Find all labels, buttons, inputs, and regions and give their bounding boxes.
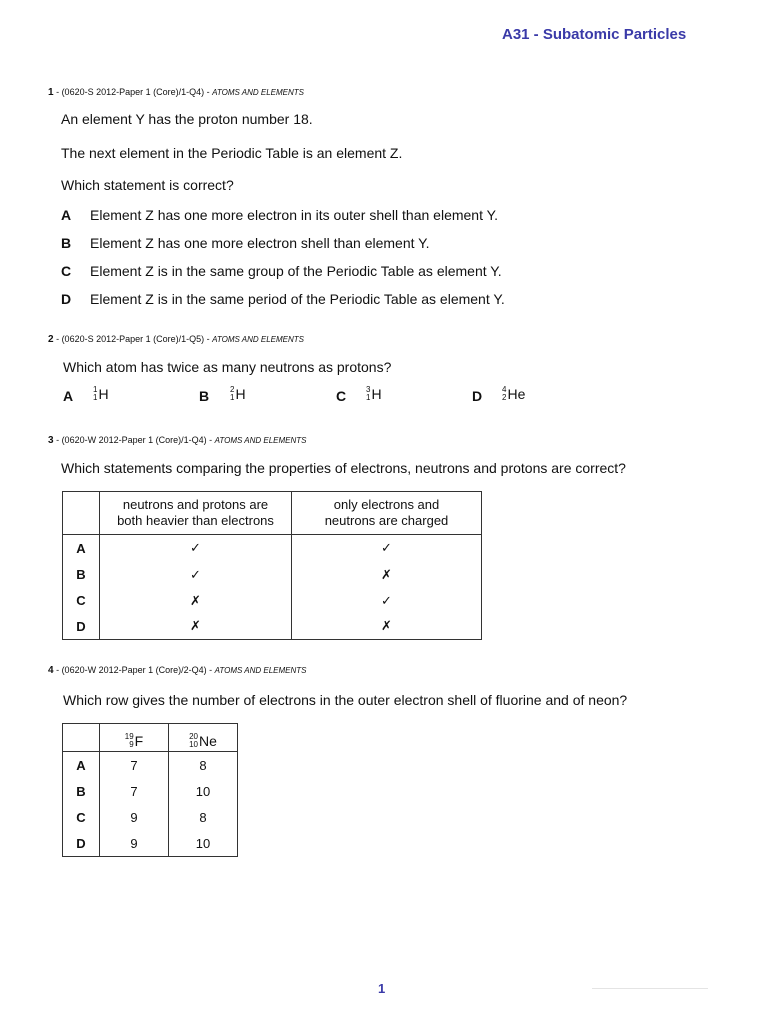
q1-option-b-text: Element Z has one more electron shell than element Y. [90, 235, 430, 251]
row-letter: D [63, 614, 100, 640]
question-topic: ATOMS AND ELEMENTS [214, 436, 307, 445]
table-corner-cell [63, 492, 100, 535]
q1-line-3: Which statement is correct? [61, 177, 234, 193]
table-cell: 10 [169, 831, 238, 857]
mass-number: 3 [366, 385, 371, 394]
row-letter: A [63, 752, 100, 779]
question-number: 2 [48, 334, 54, 345]
q2-option-b-letter: B [199, 388, 210, 404]
footer-divider [592, 988, 708, 989]
row-letter: C [63, 805, 100, 831]
check-mark-icon: ✓ [292, 588, 482, 614]
q2-option-d-letter: D [472, 388, 483, 404]
row-letter: D [63, 831, 100, 857]
q3-answer-table [62, 491, 482, 640]
atomic-number: 1 [366, 393, 371, 402]
q4-answer-table [62, 723, 238, 857]
q1-option-c-text: Element Z is in the same group of the Periodic Table as element Y. [90, 263, 502, 279]
check-mark-icon: ✓ [100, 562, 292, 588]
question-topic: ATOMS AND ELEMENTS [212, 335, 305, 344]
q1-option-d-letter: D [61, 291, 72, 307]
page-title: A31 - Subatomic Particles [502, 26, 687, 43]
q4-header-fluorine [100, 724, 169, 752]
atomic-number: 2 [502, 393, 507, 402]
mass-number: 20 [189, 731, 198, 741]
table-row [63, 535, 482, 562]
q2-option-a-letter: A [63, 388, 74, 404]
element-symbol: Ne [199, 732, 217, 749]
q2-option-a-isotope [93, 386, 109, 402]
cross-mark-icon: ✗ [100, 588, 292, 614]
table-cell: 8 [169, 752, 238, 779]
element-symbol: H [98, 386, 109, 402]
element-symbol: H [371, 386, 382, 402]
question-source: (0620-S 2012-Paper 1 (Core)/1-Q4) [61, 87, 205, 97]
table-row [63, 614, 482, 640]
q2-option-c-letter: C [336, 388, 347, 404]
question-4-header: 4 - (0620-W 2012-Paper 1 (Core)/2-Q4) - ATOMS AND ELEMENTS [48, 665, 307, 676]
question-number: 4 [48, 665, 54, 676]
q2-option-c-isotope [366, 386, 382, 402]
q1-option-a-letter: A [61, 207, 72, 223]
row-letter: C [63, 588, 100, 614]
element-symbol: H [235, 386, 246, 402]
mass-number: 1 [93, 385, 98, 394]
q1-line-1: An element Y has the proton number 18. [61, 111, 313, 127]
row-letter: B [63, 562, 100, 588]
q2-option-d-isotope [502, 386, 525, 402]
mass-number: 4 [502, 385, 507, 394]
check-mark-icon: ✓ [100, 535, 292, 562]
cross-mark-icon: ✗ [292, 562, 482, 588]
question-topic: ATOMS AND ELEMENTS [212, 88, 305, 97]
table-corner-cell [63, 724, 100, 752]
mass-number: 2 [230, 385, 235, 394]
question-topic: ATOMS AND ELEMENTS [214, 666, 307, 675]
element-symbol: F [134, 732, 144, 749]
table-row [63, 562, 482, 588]
table-row [63, 805, 238, 831]
cross-mark-icon: ✗ [100, 614, 292, 640]
cross-mark-icon: ✗ [292, 614, 482, 640]
question-2-header: 2 - (0620-S 2012-Paper 1 (Core)/1-Q5) - ATOMS AND ELEMENTS [48, 334, 305, 345]
q3-question: Which statements comparing the properties of electrons, neutrons and protons are correct? [61, 460, 626, 476]
table-cell: 7 [100, 779, 169, 805]
q1-line-2: The next element in the Periodic Table is an element Z. [61, 145, 403, 161]
question-number: 1 [48, 87, 54, 98]
q1-option-d-text: Element Z is in the same period of the Periodic Table as element Y. [90, 291, 505, 307]
question-3-header: 3 - (0620-W 2012-Paper 1 (Core)/1-Q4) - ATOMS AND ELEMENTS [48, 435, 307, 446]
q2-option-b-isotope [230, 386, 246, 402]
table-row [63, 831, 238, 857]
q1-option-c-letter: C [61, 263, 72, 279]
q4-question: Which row gives the number of electrons in the outer electron shell of fluorine and of neon? [63, 692, 628, 708]
mass-number: 19 [124, 731, 134, 741]
question-1-header: 1 - (0620-S 2012-Paper 1 (Core)/1-Q4) - ATOMS AND ELEMENTS [48, 87, 305, 98]
table-row [63, 752, 238, 779]
table-cell: 8 [169, 805, 238, 831]
page-number: 1 [378, 981, 386, 996]
q2-question: Which atom has twice as many neutrons as protons? [63, 359, 392, 375]
question-source: (0620-W 2012-Paper 1 (Core)/2-Q4) [61, 665, 207, 675]
q4-header-neon [169, 724, 238, 752]
q3-header-1 [100, 492, 292, 535]
atomic-number: 1 [230, 393, 235, 402]
element-symbol: He [507, 386, 526, 402]
atomic-number: 10 [189, 739, 198, 749]
row-letter: A [63, 535, 100, 562]
table-cell: 9 [100, 805, 169, 831]
atomic-number: 9 [129, 739, 134, 749]
table-cell: 10 [169, 779, 238, 805]
table-row [63, 779, 238, 805]
header-line: both heavier than electrons [117, 513, 274, 528]
table-cell: 9 [100, 831, 169, 857]
q1-option-a-text: Element Z has one more electron in its outer shell than element Y. [90, 207, 499, 223]
header-line: neutrons and protons are [122, 497, 269, 512]
atomic-number: 1 [93, 393, 98, 402]
question-number: 3 [48, 435, 54, 446]
check-mark-icon: ✓ [292, 535, 482, 562]
row-letter: B [63, 779, 100, 805]
table-cell: 7 [100, 752, 169, 779]
header-line: only electrons and [333, 497, 440, 512]
q3-header-2 [292, 492, 482, 535]
header-line: neutrons are charged [324, 513, 449, 528]
question-source: (0620-S 2012-Paper 1 (Core)/1-Q5) [61, 334, 205, 344]
q1-option-b-letter: B [61, 235, 72, 251]
table-row [63, 588, 482, 614]
question-source: (0620-W 2012-Paper 1 (Core)/1-Q4) [61, 435, 207, 445]
